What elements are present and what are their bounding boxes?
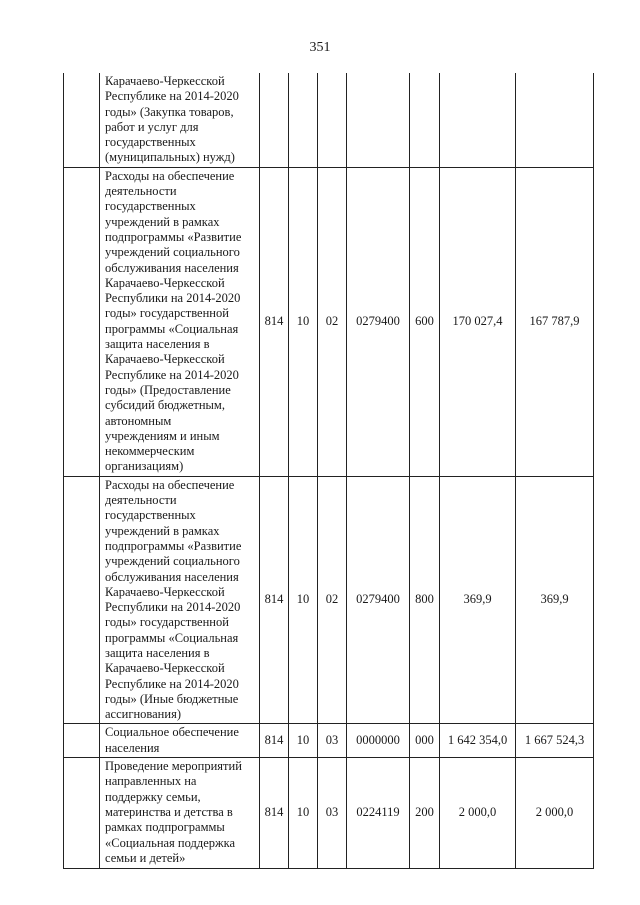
- name-line: Республике на 2014-2020: [105, 367, 239, 382]
- name-line: годы» (Иные бюджетные: [105, 691, 239, 706]
- name-line: ассигнования): [105, 707, 181, 722]
- vr-cell: 000: [410, 724, 440, 758]
- name-line: Республики на 2014-2020: [105, 291, 241, 306]
- name-cell: [100, 167, 260, 476]
- sum-2016-cell: [516, 73, 594, 167]
- name-cell: [100, 758, 260, 869]
- pr-cell: 02: [318, 476, 347, 724]
- table-row: [64, 73, 594, 167]
- gr-cell: 814: [260, 167, 289, 476]
- rz-cell: [289, 73, 318, 167]
- name-line: Карачаево-Черкесской: [105, 584, 225, 599]
- name-line: годы» (Закупка товаров,: [105, 104, 234, 119]
- table-row: [64, 758, 594, 869]
- name-line: учреждений социального: [105, 554, 240, 569]
- name-line: обслуживания населения: [105, 569, 239, 584]
- page-number: 351: [309, 40, 331, 55]
- name-line: Карачаево-Черкесской: [105, 352, 225, 367]
- name-line: годы» государственной: [105, 615, 229, 630]
- row-number-cell: [64, 758, 100, 869]
- name-cell: [100, 476, 260, 724]
- name-line: программы «Социальная: [105, 321, 239, 336]
- row-number-cell: [64, 724, 100, 758]
- name-line: деятельности: [105, 493, 177, 508]
- table-body: [64, 73, 594, 869]
- name-line: учреждений в рамках: [105, 214, 220, 229]
- name-line: (муниципальных) нужд): [105, 150, 235, 165]
- name-line: Социальное обеспечение: [105, 725, 239, 740]
- pr-cell: 03: [318, 758, 347, 869]
- name-line: деятельности: [105, 184, 177, 199]
- row-number-cell: [64, 73, 100, 167]
- sum-2016-cell: 1 667 524,3: [516, 724, 594, 758]
- csr-cell: 0279400: [347, 167, 410, 476]
- name-line: семьи и детей»: [105, 850, 186, 865]
- sum-2015-cell: [440, 73, 516, 167]
- name-line: Карачаево-Черкесской: [105, 275, 225, 290]
- name-line: автономным: [105, 413, 172, 428]
- gr-cell: 814: [260, 476, 289, 724]
- vr-cell: 600: [410, 167, 440, 476]
- name-line: Республике на 2014-2020: [105, 89, 239, 104]
- name-line: работ и услуг для: [105, 119, 199, 134]
- sum-2016-cell: 369,9: [516, 476, 594, 724]
- name-line: программы «Социальная: [105, 630, 239, 645]
- name-line: учреждений социального: [105, 245, 240, 260]
- name-line: учреждений в рамках: [105, 523, 220, 538]
- name-cell: [100, 73, 260, 167]
- name-line: направленных на: [105, 774, 197, 789]
- name-line: Республики на 2014-2020: [105, 600, 241, 615]
- pr-cell: 03: [318, 724, 347, 758]
- gr-cell: [260, 73, 289, 167]
- name-line: обслуживания населения: [105, 260, 239, 275]
- name-line: подпрограммы «Развитие: [105, 538, 242, 553]
- name-line: Расходы на обеспечение: [105, 477, 235, 492]
- rz-cell: 10: [289, 476, 318, 724]
- budget-table: [63, 73, 594, 869]
- csr-cell: 0000000: [347, 724, 410, 758]
- vr-cell: 800: [410, 476, 440, 724]
- sum-2015-cell: 369,9: [440, 476, 516, 724]
- name-line: Карачаево-Черкесской: [105, 661, 225, 676]
- name-line: подпрограммы «Развитие: [105, 229, 242, 244]
- name-line: субсидий бюджетным,: [105, 398, 225, 413]
- name-line: Расходы на обеспечение: [105, 168, 235, 183]
- name-line: организациям): [105, 459, 184, 474]
- gr-cell: 814: [260, 724, 289, 758]
- pr-cell: [318, 73, 347, 167]
- name-line: учреждениям и иным: [105, 428, 220, 443]
- name-line: рамках подпрограммы: [105, 820, 225, 835]
- name-line: годы» государственной: [105, 306, 229, 321]
- table-row: [64, 724, 594, 758]
- pr-cell: 02: [318, 167, 347, 476]
- name-line: защита населения в: [105, 645, 210, 660]
- sum-2016-cell: 167 787,9: [516, 167, 594, 476]
- sum-2015-cell: 1 642 354,0: [440, 724, 516, 758]
- name-line: некоммерческим: [105, 444, 195, 459]
- rz-cell: 10: [289, 167, 318, 476]
- name-line: Республике на 2014-2020: [105, 676, 239, 691]
- csr-cell: 0279400: [347, 476, 410, 724]
- name-line: государственных: [105, 135, 196, 150]
- name-line: государственных: [105, 508, 196, 523]
- name-line: «Социальная поддержка: [105, 835, 236, 850]
- name-line: населения: [105, 740, 160, 755]
- name-line: поддержку семьи,: [105, 789, 201, 804]
- sum-2015-cell: 170 027,4: [440, 167, 516, 476]
- name-line: материнства и детства в: [105, 804, 233, 819]
- table-row: [64, 476, 594, 724]
- name-line: государственных: [105, 199, 196, 214]
- table-row: [64, 167, 594, 476]
- name-cell: [100, 724, 260, 758]
- vr-cell: 200: [410, 758, 440, 869]
- csr-cell: 0224119: [347, 758, 410, 869]
- sum-2016-cell: 2 000,0: [516, 758, 594, 869]
- sum-2015-cell: 2 000,0: [440, 758, 516, 869]
- rz-cell: 10: [289, 724, 318, 758]
- vr-cell: [410, 73, 440, 167]
- gr-cell: 814: [260, 758, 289, 869]
- row-number-cell: [64, 476, 100, 724]
- name-line: годы» (Предоставление: [105, 382, 231, 397]
- name-line: Проведение мероприятий: [105, 759, 242, 774]
- name-line: Карачаево-Черкесской: [105, 74, 225, 88]
- csr-cell: [347, 73, 410, 167]
- rz-cell: 10: [289, 758, 318, 869]
- name-line: защита населения в: [105, 337, 210, 352]
- row-number-cell: [64, 167, 100, 476]
